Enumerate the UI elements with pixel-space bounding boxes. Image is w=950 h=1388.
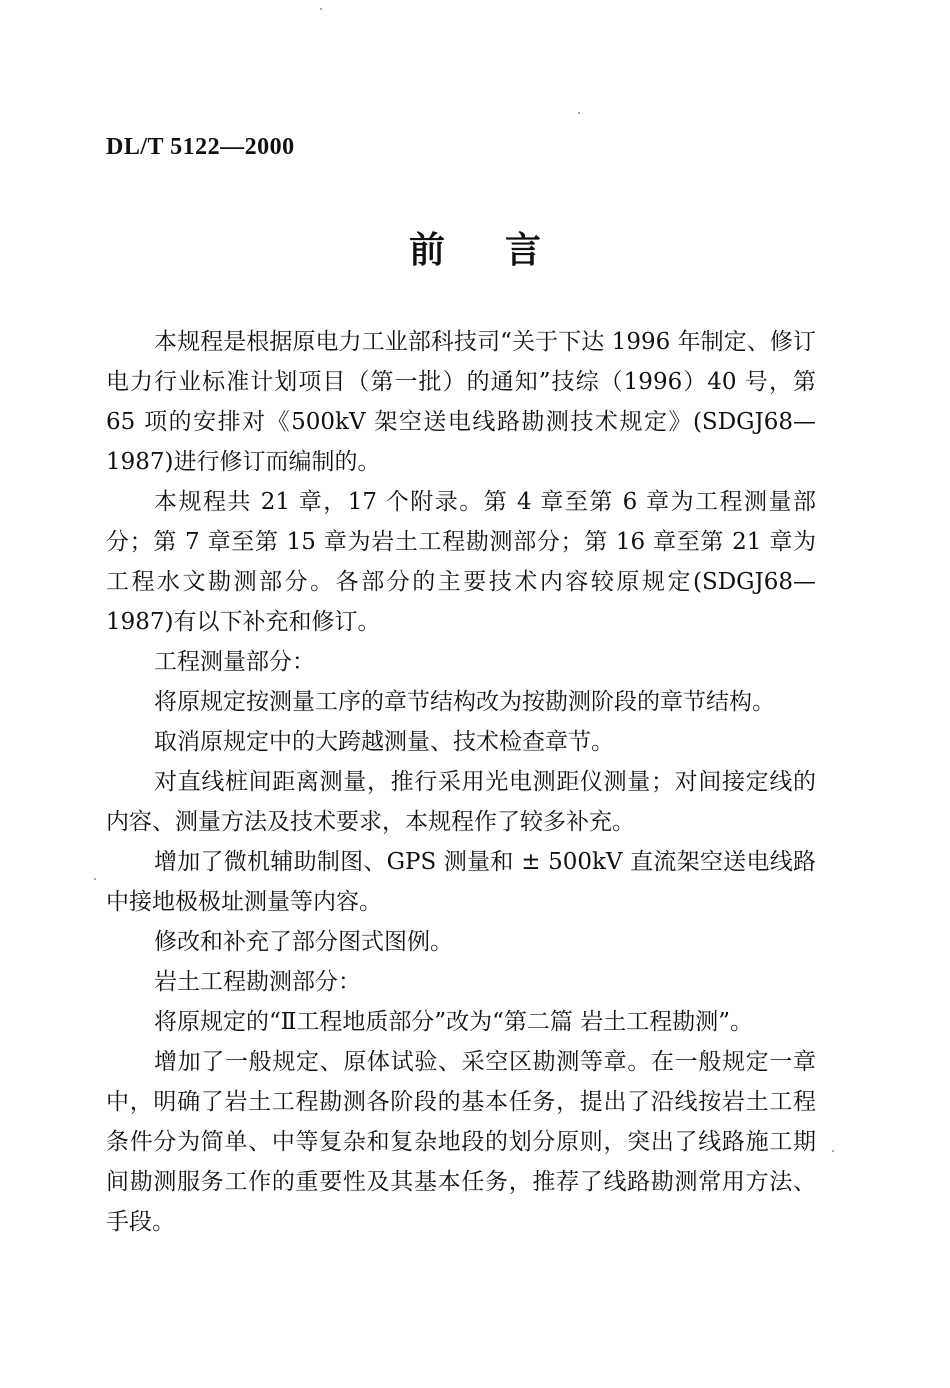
paragraph-survey-distance: 对直线桩间距离测量，推行采用光电测距仪测量；对间接定线的内容、测量方法及技术要求，本规程作了较多补充。	[106, 769, 816, 835]
paragraph-survey-legend: 修改和补充了部分图式图例。	[154, 929, 453, 955]
scan-speck	[578, 112, 580, 114]
paragraph-geotechnical-rename: 将原规定的“Ⅱ工程地质部分”改为“第二篇 岩土工程勘测”。	[154, 1009, 753, 1035]
paragraph-survey-removed: 取消原规定中的大跨越测量、技术检查章节。	[154, 729, 614, 755]
paragraph-revision-basis: 本规程是根据原电力工业部科技司“关于下达 1996 年制定、修订电力行业标准计划项目（第一批）的通知”技综（1996）40 号，第 65 项的安排对《500kV 架空送电线路勘测技术规定》(SDGJ68—1987)进行修订而编制的。	[106, 329, 816, 475]
page-title: 前言	[408, 229, 601, 271]
paragraph-survey-structure: 将原规定按测量工序的章节结构改为按勘测阶段的章节结构。	[154, 689, 775, 715]
paragraph-geotechnical-added: 增加了一般规定、原体试验、采空区勘测等章。在一般规定一章中，明确了岩土工程勘测各阶段的基本任务，提出了沿线按岩土工程条件分为简单、中等复杂和复杂地段的划分原则，突出了线路施工期间勘测服务工作的重要性及其基本任务，推荐了线路勘测常用方法、手段。	[106, 1049, 816, 1235]
scan-speck	[320, 8, 322, 10]
paragraph-structure-overview: 本规程共 21 章，17 个附录。第 4 章至第 6 章为工程测量部分；第 7 章至第 15 章为岩土工程勘测部分；第 16 章至第 21 章为工程水文勘测部分。各部分的主要技术内容较原规定(SDGJ68—1987)有以下补充和修订。	[106, 489, 816, 635]
scan-speck	[832, 1150, 834, 1152]
foreword-body	[106, 322, 816, 1242]
standard-code: DL/T 5122—2000	[106, 134, 295, 160]
scan-speck	[94, 878, 96, 880]
section-heading-geotechnical: 岩土工程勘测部分：	[154, 969, 361, 995]
paragraph-survey-added: 增加了微机辅助制图、GPS 测量和 ± 500kV 直流架空送电线路中接地极极址测量等内容。	[106, 849, 816, 915]
section-heading-survey: 工程测量部分：	[154, 649, 315, 675]
